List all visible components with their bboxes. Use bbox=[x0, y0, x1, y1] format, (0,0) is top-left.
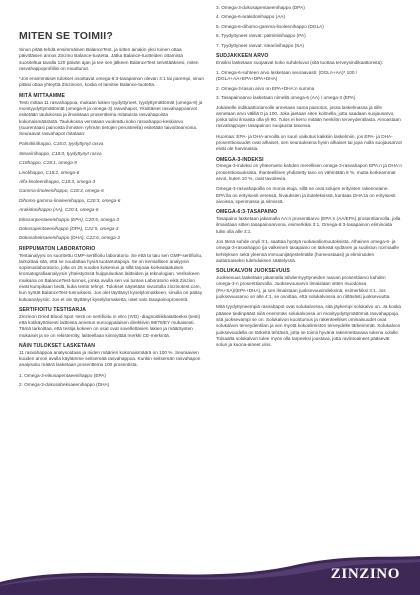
measured-heading: MITÄ MITTAAMME bbox=[19, 92, 66, 99]
fluidity-text: Juoksevuus lasketaan jakamalla tahdennyyttyneiden rasvan prosenttiarvo kahden omega-3-n prosenttiarvolla. Juoksevuusarvo ilmaistaan sitten muodossa (PA+SA)/(EPA+DHA), ja sen ilmaistaan juoksevuusindeksinä, esimerkiksi 3:1. Jos juoksevuusarvo on alle 4:1, se osoittaa, että solukalvossa on riittävästi juoksevuutta. bbox=[216, 275, 391, 300]
results-text: 11 rasvahappoa analysoidaan ja niiden määrien kokonaismäärä on 100 %. Seuraavien kuuden arvon avulla käytämme seitsemää rasvahappoa. Kunkin seitsemän rasvahapon analysoitu määrä lasketaan prosentteina 100 prosentista. bbox=[19, 349, 201, 368]
certified-text: Zinzinon Dried Blood Spot -testi on sertifioitu in vitro (IVD) -diagnostiikkalaitteeksi (testi) että kotikäyttöisesti laitteista annetun eurooppalaisen direktiivin 98/79/EY mukaisesti. Tämä tarkoittaa, että testija kokeen on osat ovat sovellettavien lakien ja määräysten mukaiset ja se on rekisteröity, laitteellaan kiinniyttää merkki CE-merkintä. bbox=[19, 313, 201, 338]
right-column bbox=[216, 5, 402, 352]
omega3-text-2: Omega-3-rasvahapoilla on monia etuja, sillä ne ovat solujen erityisten rakenneaine. EPA:lla on erityisesti veressä, hivauksien ja ituteleksissä, kuntaas DHA:ta on erityisesti aivoissa, sperimassa ja silmissä. bbox=[216, 186, 396, 204]
results-item: 1. Omega-3-eikosapentaeenihappo (EPA) bbox=[19, 372, 106, 378]
intro-paragraph-1: Sinun pitää tehdä ensimmäinen BalanceTest, ja sitten ainakin yksi toinen ottaa päivittäisen annos Zinzino Balance-tuotetta. Jatka Balance-tuotteiden ottamista suositeltua tavalla 120 päivän ajan ja tee sen jälkeen BalanceTest selvittääksesi, miten rasvahappoprofiilisi on muuttunut. bbox=[19, 47, 199, 71]
results-item: 2. Omega-3-dokosaheksaeenihappo (DHA) bbox=[19, 382, 110, 388]
fatty-acid-item: Eikosanpentaeenihappo (EPA), C20:5, omega-3 bbox=[19, 216, 119, 222]
balance-text-2: Jos tämä suhde onyli 3:1, saattaa hyötyä ruokavaliomuutoksista. Alhainen omega-6- ja omega-3-rasvahappo (ja valkeinen tasapaino on tärkeää sydänen ja suoliston normaalle kehityksen sekä yleensä immuunijärjestelmälle (homeostaasi) ja eliminoiden auttamaiseksi tulehduksen säätelyssä. bbox=[216, 239, 399, 263]
fluidity-heading: SOLUKALVON JUOKSEVUUS bbox=[216, 268, 290, 275]
relations-text-3: Huomaa: EPA- ja DHA-arvoilla on suuri vaikutus kaikkiin laskelmiin, jos EPA- ja DHA-prosenttiosuudet ovat alhaiset, sen seurauksena hyvin alhaiset tai jopa nolla suojausarvot eivät ole harvinaisia. bbox=[216, 133, 402, 152]
fatty-acid-item: Dokosaheksaeenihappo (DHA), C22:6, omega-3 bbox=[19, 235, 120, 241]
relations-text: Ensiksi lasketaan suojaavat koko suhdeluvut (sitä tuottaa terveysindikaattoreita): bbox=[216, 59, 384, 65]
fatty-acid-item: Arakidonihappo (AA), C20:4, omega-6 bbox=[19, 207, 99, 213]
measured-text: Testi mittaa 11 rasvahappoa, mukaan lukien tyydyttyneet, tyydyttymättömät (omega-9) ja monityydyttymättömät (omega-6 ja omega-3) rasvahapot. Yksittäiset rasvahappoarvot esitetään taulukossa ja ilmaistaan prosentteina mitatuista rasvahapoista kokonaismäärästä. Taulukossa verrataan vuokrattu koko rasvahappo-keskiarvo (suurentaasi painoista ihmisten ryhmän tietojen perusteella) esitetään taivoittearvoina. Seuraavat rasvahapot mitataan: bbox=[19, 99, 203, 137]
results-item: 4. Omega-6-arakidonihappo (AA) bbox=[216, 14, 286, 20]
results-heading: NÄIN TULOKSET LASKETAAN bbox=[19, 343, 96, 349]
relations-item: 3. Tasapainoarvo lasketaan nimellä omega-6 (AA) / omega-3 (EPA) bbox=[216, 95, 356, 101]
fatty-acid-item: C18happo, C18:1, omega-9 bbox=[19, 160, 77, 166]
omega3-text: Omega-3-indeksi on yhteenveto kahden merellisen omega-3-rasvahapon EPA:n ja DHA:n prosenttiosuuksista. Ihanteellinen yhdistetty taso on vähintään 8 %, mutta korkeammat arvot, kuten 10 %, ovat tavoitevia. bbox=[216, 163, 402, 182]
fatty-acid-item: Dokosapentaeenihappo (DPA), C22:5, omega-3 bbox=[19, 225, 119, 231]
certified-heading: SERTIFIOITU TESTISARJA bbox=[19, 306, 87, 313]
omega3-heading: OMEGA-3-INDEKSI bbox=[216, 156, 264, 163]
lab-heading: RIIPPUMATON LABORATORIO bbox=[19, 245, 96, 252]
fatty-acid-item: Palmitiinihappo, C16:0, tyydyttynyt rasva bbox=[19, 141, 104, 147]
fatty-acid-item: Linolihappo, C18:2, omega-6 bbox=[19, 169, 80, 175]
balance-heading: OMEGA-6:3-TASAPAINO bbox=[216, 209, 278, 216]
results-item: 6. Tyydyttyneet rasvat: palmitiinihappo (PA) bbox=[216, 33, 306, 39]
relations-text-2: Jokaiselle indikaattoriarvolle annetaan sama painotus, jossa laskelmassa ja sille annetaan arvo välillä 0 ja 100. Joka jaetaan siten kolmella, jotta saadaan suojausarvo, jonka tulisi ilmaista olla yli 90. Tulos ei kerro mitään henkilön terveydentilasta. Ainoastaan rasvahappojen tasapainon suojausta tasonsa. bbox=[216, 104, 401, 129]
fatty-acid-list bbox=[19, 141, 205, 241]
intro-paragraph-2: *Jos ensimmäiset tulokset osoittavat omega-6:3-tasapainon olevan 3:1 tai parempi, sinun pitäisi ottaa yhteyttä Zinzinoon, koska et tarvitse Balance-tuotetta. bbox=[19, 76, 204, 88]
results-item: 5. Omega-6-dihomo-gamma-linoleenihappo (DGLA) bbox=[216, 23, 324, 29]
left-column bbox=[19, 30, 205, 392]
results-item: 3. Omega-3-dokosapentaeenihappo (DPA) bbox=[216, 5, 305, 10]
fatty-acid-item: Gamma-linoleenihappo, C18:3, omega-6 bbox=[19, 188, 104, 194]
results-item: 7. Tyydyttyneet rasvat: steariinihappo (SA) bbox=[216, 42, 304, 48]
fatty-acid-item: Dihomo-gamma-linoleenihappo, C20:3, omega-6 bbox=[19, 197, 121, 203]
relations-heading: SUDJAKKEEN ARVO bbox=[216, 52, 269, 59]
fluidity-text-2: Mitä tyydyttyneempiä rasvahapot ovat solukalvossa, sitä jäykempi solukalvo on. Ja koska pääsee tiedinpääst niilä enemmän solukalvossa on monityydyttymättömiä rasvahappoja, sitä juoksevampi se on. Solukalvon koostumus ja rakenteelliset ominaisuudet ovat solukalvon terveydentilan ja sen myötä kokoelimistön terveydelle tärkeimmät. Solukalvon juoksevuudella on tärkeitä tehtäviä, jotta se toimii hyvänä rakennettavana tukena solulle. Toisaalta solukalvon tulee myös olla tarpeeksi joustava, jotta ravintoaineet pääsevät solun ja kuona-aineet ulos. bbox=[216, 304, 401, 348]
relations-item: 1. Omega-6-suhteen arvo lasketaan seuraavasti: (DGLA+AA)* 100 / (DGLA+AA+EPA+DPA+DHA) bbox=[216, 70, 358, 82]
page-title: MITEN SE TOIMII? bbox=[19, 30, 114, 42]
relations-item: 2. Omega-3-tason arvo on EPA+DHA:n summa bbox=[216, 85, 315, 91]
zinzino-logo: ZINZINO bbox=[330, 566, 400, 582]
balance-text: Tasapaino lasketaan jakamalla AA:n prosenttiarvo (EPA:n (AA/EPA) prosenttiarvolla, jolla ilmaistaan sitten tasapainoarvona, esimerkiksi 3:1. Omega-6:3-tasapainon eliminoida tulisi olla alle 3:1. bbox=[216, 216, 401, 234]
fatty-acid-item: Steariinihappo, C18:0, tyydyttynyt rasva bbox=[19, 150, 102, 156]
lab-text: Testianalyysi on suoritettu GMP-sertifioitu laboratorio. Se että ta taiu sen GMP-sertifioitu, tarkoittaa sitä, että se noudattaa hyviä tuotantotapoja. Se on kemiallisen analyysin sopimuslaboratorio, jolla on 25 vuoden kokemus ja sillä tarjoaa korkealaatuisen kromatografiaanalyysin yhteistyössä huippuluokan laitteiden ja teknologian. Verikokeen muikana on BalanceTest-tunnus, jonka avulla sen voi tuntea Laboratorio eikä Zinzino eivät kumpikaan tiedä, kuka testin tehnyt. Tulokset näytetään sivustolla zinzinotest.com, kun syötät BalanceTest-tunnuksesi. Jos olet täyttänyt kyselylomakkeen, sinulla on pääsy kokoanalyysiin. Jos et ole täyttänyt kyselylomaketta, näet vain tasapainoprosentit. bbox=[19, 252, 203, 302]
footer bbox=[0, 552, 420, 595]
fatty-acid-item: Alfa-linoleenihappo, C18:3, omega-3 bbox=[19, 179, 96, 185]
